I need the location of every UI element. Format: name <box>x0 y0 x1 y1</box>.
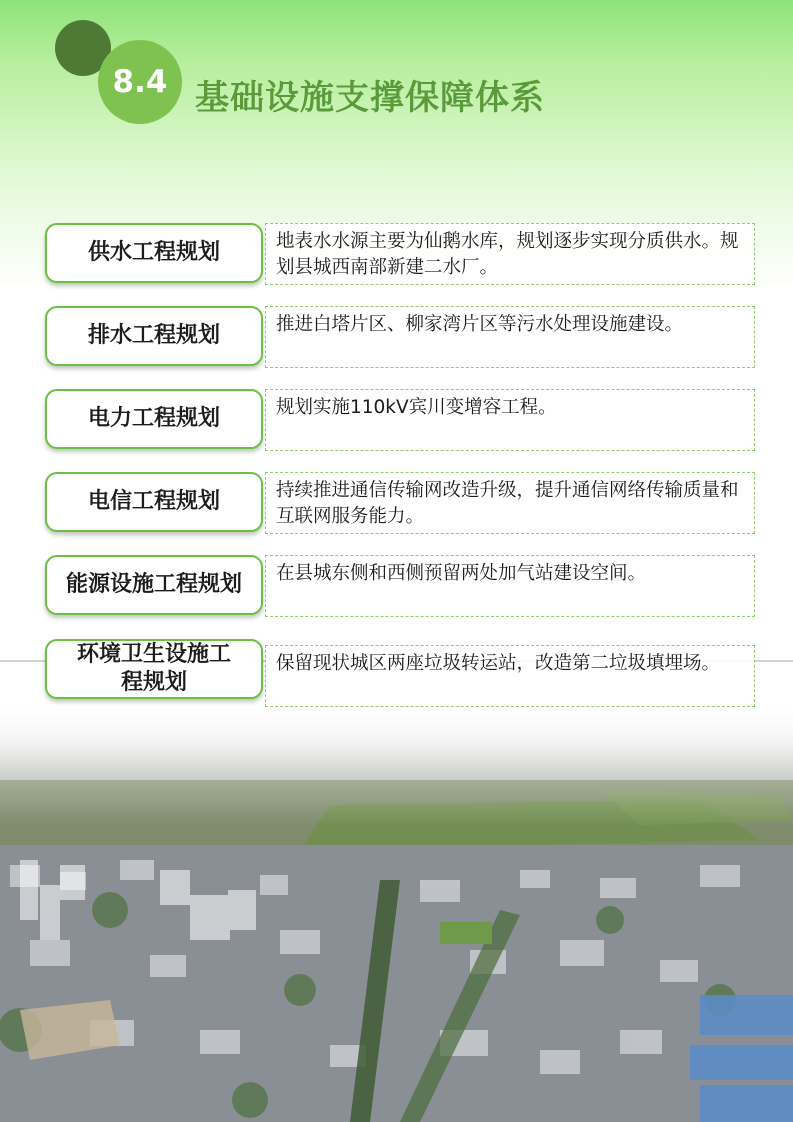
plan-item-text: 规划实施110kV宾川变增容工程。 <box>265 389 755 451</box>
plan-item-label: 能源设施工程规划 <box>45 555 263 615</box>
plan-item-telecom <box>45 472 757 536</box>
plan-item-label: 环境卫生设施工程规划 <box>45 639 263 699</box>
plan-item-energy <box>45 555 757 619</box>
section-title: 基础设施支撑保障体系 <box>195 78 545 118</box>
plan-item-text: 在县城东侧和西侧预留两处加气站建设空间。 <box>265 555 755 617</box>
plan-item-text: 推进白塔片区、柳家湾片区等污水处理设施建设。 <box>265 306 755 368</box>
plan-item-water-supply <box>45 223 757 287</box>
plan-item-sanitation <box>45 639 757 703</box>
plan-item-text: 持续推进通信传输网改造升级，提升通信网络传输质量和互联网服务能力。 <box>265 472 755 534</box>
plan-item-text: 地表水水源主要为仙鹅水库，规划逐步实现分质供水。规划县城西南部新建二水厂。 <box>265 223 755 285</box>
plan-item-power <box>45 389 757 453</box>
plan-item-label: 供水工程规划 <box>45 223 263 283</box>
section-number-badge: 8.4 <box>98 40 182 124</box>
plan-item-label: 电信工程规划 <box>45 472 263 532</box>
plan-item-drainage <box>45 306 757 370</box>
plan-item-text: 保留现状城区两座垃圾转运站，改造第二垃圾填埋场。 <box>265 645 755 707</box>
plan-item-label: 电力工程规划 <box>45 389 263 449</box>
city-aerial-photo <box>0 700 793 1122</box>
plan-item-label: 排水工程规划 <box>45 306 263 366</box>
